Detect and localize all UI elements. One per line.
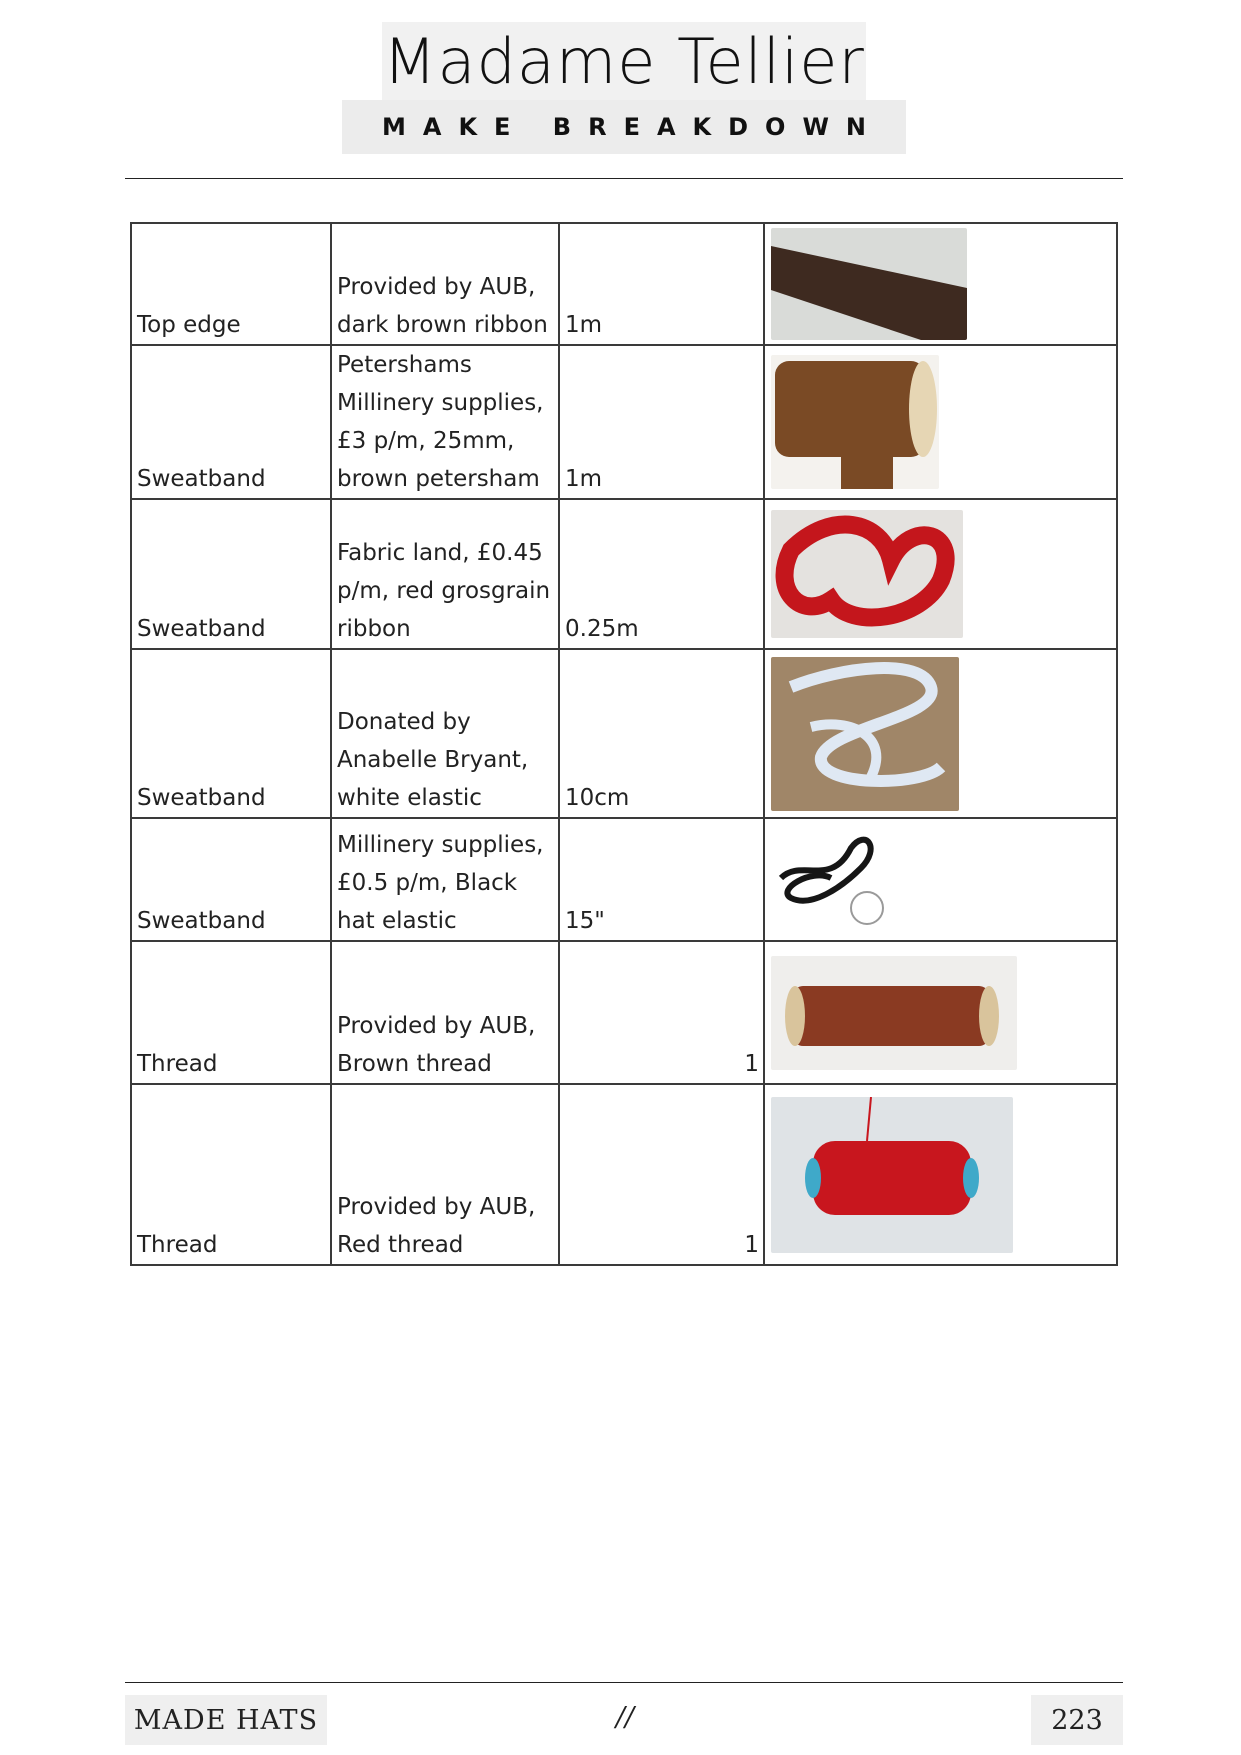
part-cell: Top edge xyxy=(131,223,331,345)
page-title: Madame Tellier xyxy=(383,24,865,98)
photo-cell xyxy=(764,818,1117,941)
white-elastic-photo xyxy=(771,657,959,811)
brown-petersham-spool-photo xyxy=(771,355,939,489)
photo-cell xyxy=(764,1084,1117,1265)
header-divider xyxy=(125,178,1123,179)
table-row xyxy=(131,941,1117,1084)
table-row xyxy=(131,499,1117,649)
material-cell: Donated by Anabelle Bryant, white elastic xyxy=(331,649,559,818)
photo-cell xyxy=(764,941,1117,1084)
photo-cell xyxy=(764,499,1117,649)
table-row xyxy=(131,649,1117,818)
table-row xyxy=(131,223,1117,345)
brown-thread-spool-photo xyxy=(771,956,1017,1070)
title-box xyxy=(382,22,866,100)
red-thread-spool-photo xyxy=(771,1097,1013,1253)
photo-cell xyxy=(764,223,1117,345)
part-cell: Sweatband xyxy=(131,345,331,499)
quantity-cell: 10cm xyxy=(559,649,764,818)
quantity-cell: 1m xyxy=(559,223,764,345)
quantity-cell: 0.25m xyxy=(559,499,764,649)
footer-separator: // xyxy=(615,1702,635,1733)
part-cell: Thread xyxy=(131,941,331,1084)
footer-label: MADE HATS xyxy=(133,1704,319,1736)
table-row xyxy=(131,818,1117,941)
subtitle-box xyxy=(342,100,906,154)
black-hat-elastic-photo xyxy=(771,828,891,932)
part-cell: Thread xyxy=(131,1084,331,1265)
photo-cell xyxy=(764,345,1117,499)
quantity-cell: 15" xyxy=(559,818,764,941)
red-grosgrain-ribbon-photo xyxy=(771,510,963,638)
material-cell: Fabric land, £0.45 p/m, red grosgrain ribbon xyxy=(331,499,559,649)
footer-divider xyxy=(125,1682,1123,1683)
part-cell: Sweatband xyxy=(131,649,331,818)
photo-cell xyxy=(764,649,1117,818)
footer-label-box xyxy=(125,1695,327,1745)
material-cell: Millinery supplies, £0.5 p/m, Black hat elastic xyxy=(331,818,559,941)
material-cell: Petershams Millinery supplies, £3 p/m, 25mm, brown petersham xyxy=(331,345,559,499)
quantity-cell: 1m xyxy=(559,345,764,499)
quantity-cell: 1 xyxy=(559,941,764,1084)
materials-table xyxy=(130,222,1118,1266)
table-row xyxy=(131,345,1117,499)
table-row xyxy=(131,1084,1117,1265)
material-cell: Provided by AUB, Brown thread xyxy=(331,941,559,1084)
part-cell: Sweatband xyxy=(131,499,331,649)
material-cell: Provided by AUB, Red thread xyxy=(331,1084,559,1265)
dark-brown-ribbon-photo xyxy=(771,228,967,340)
part-cell: Sweatband xyxy=(131,818,331,941)
quantity-cell: 1 xyxy=(559,1084,764,1265)
page-number-box xyxy=(1031,1695,1123,1745)
material-cell: Provided by AUB, dark brown ribbon xyxy=(331,223,559,345)
page-subtitle: MAKE BREAKDOWN xyxy=(381,113,884,141)
page-number: 223 xyxy=(1051,1704,1103,1736)
